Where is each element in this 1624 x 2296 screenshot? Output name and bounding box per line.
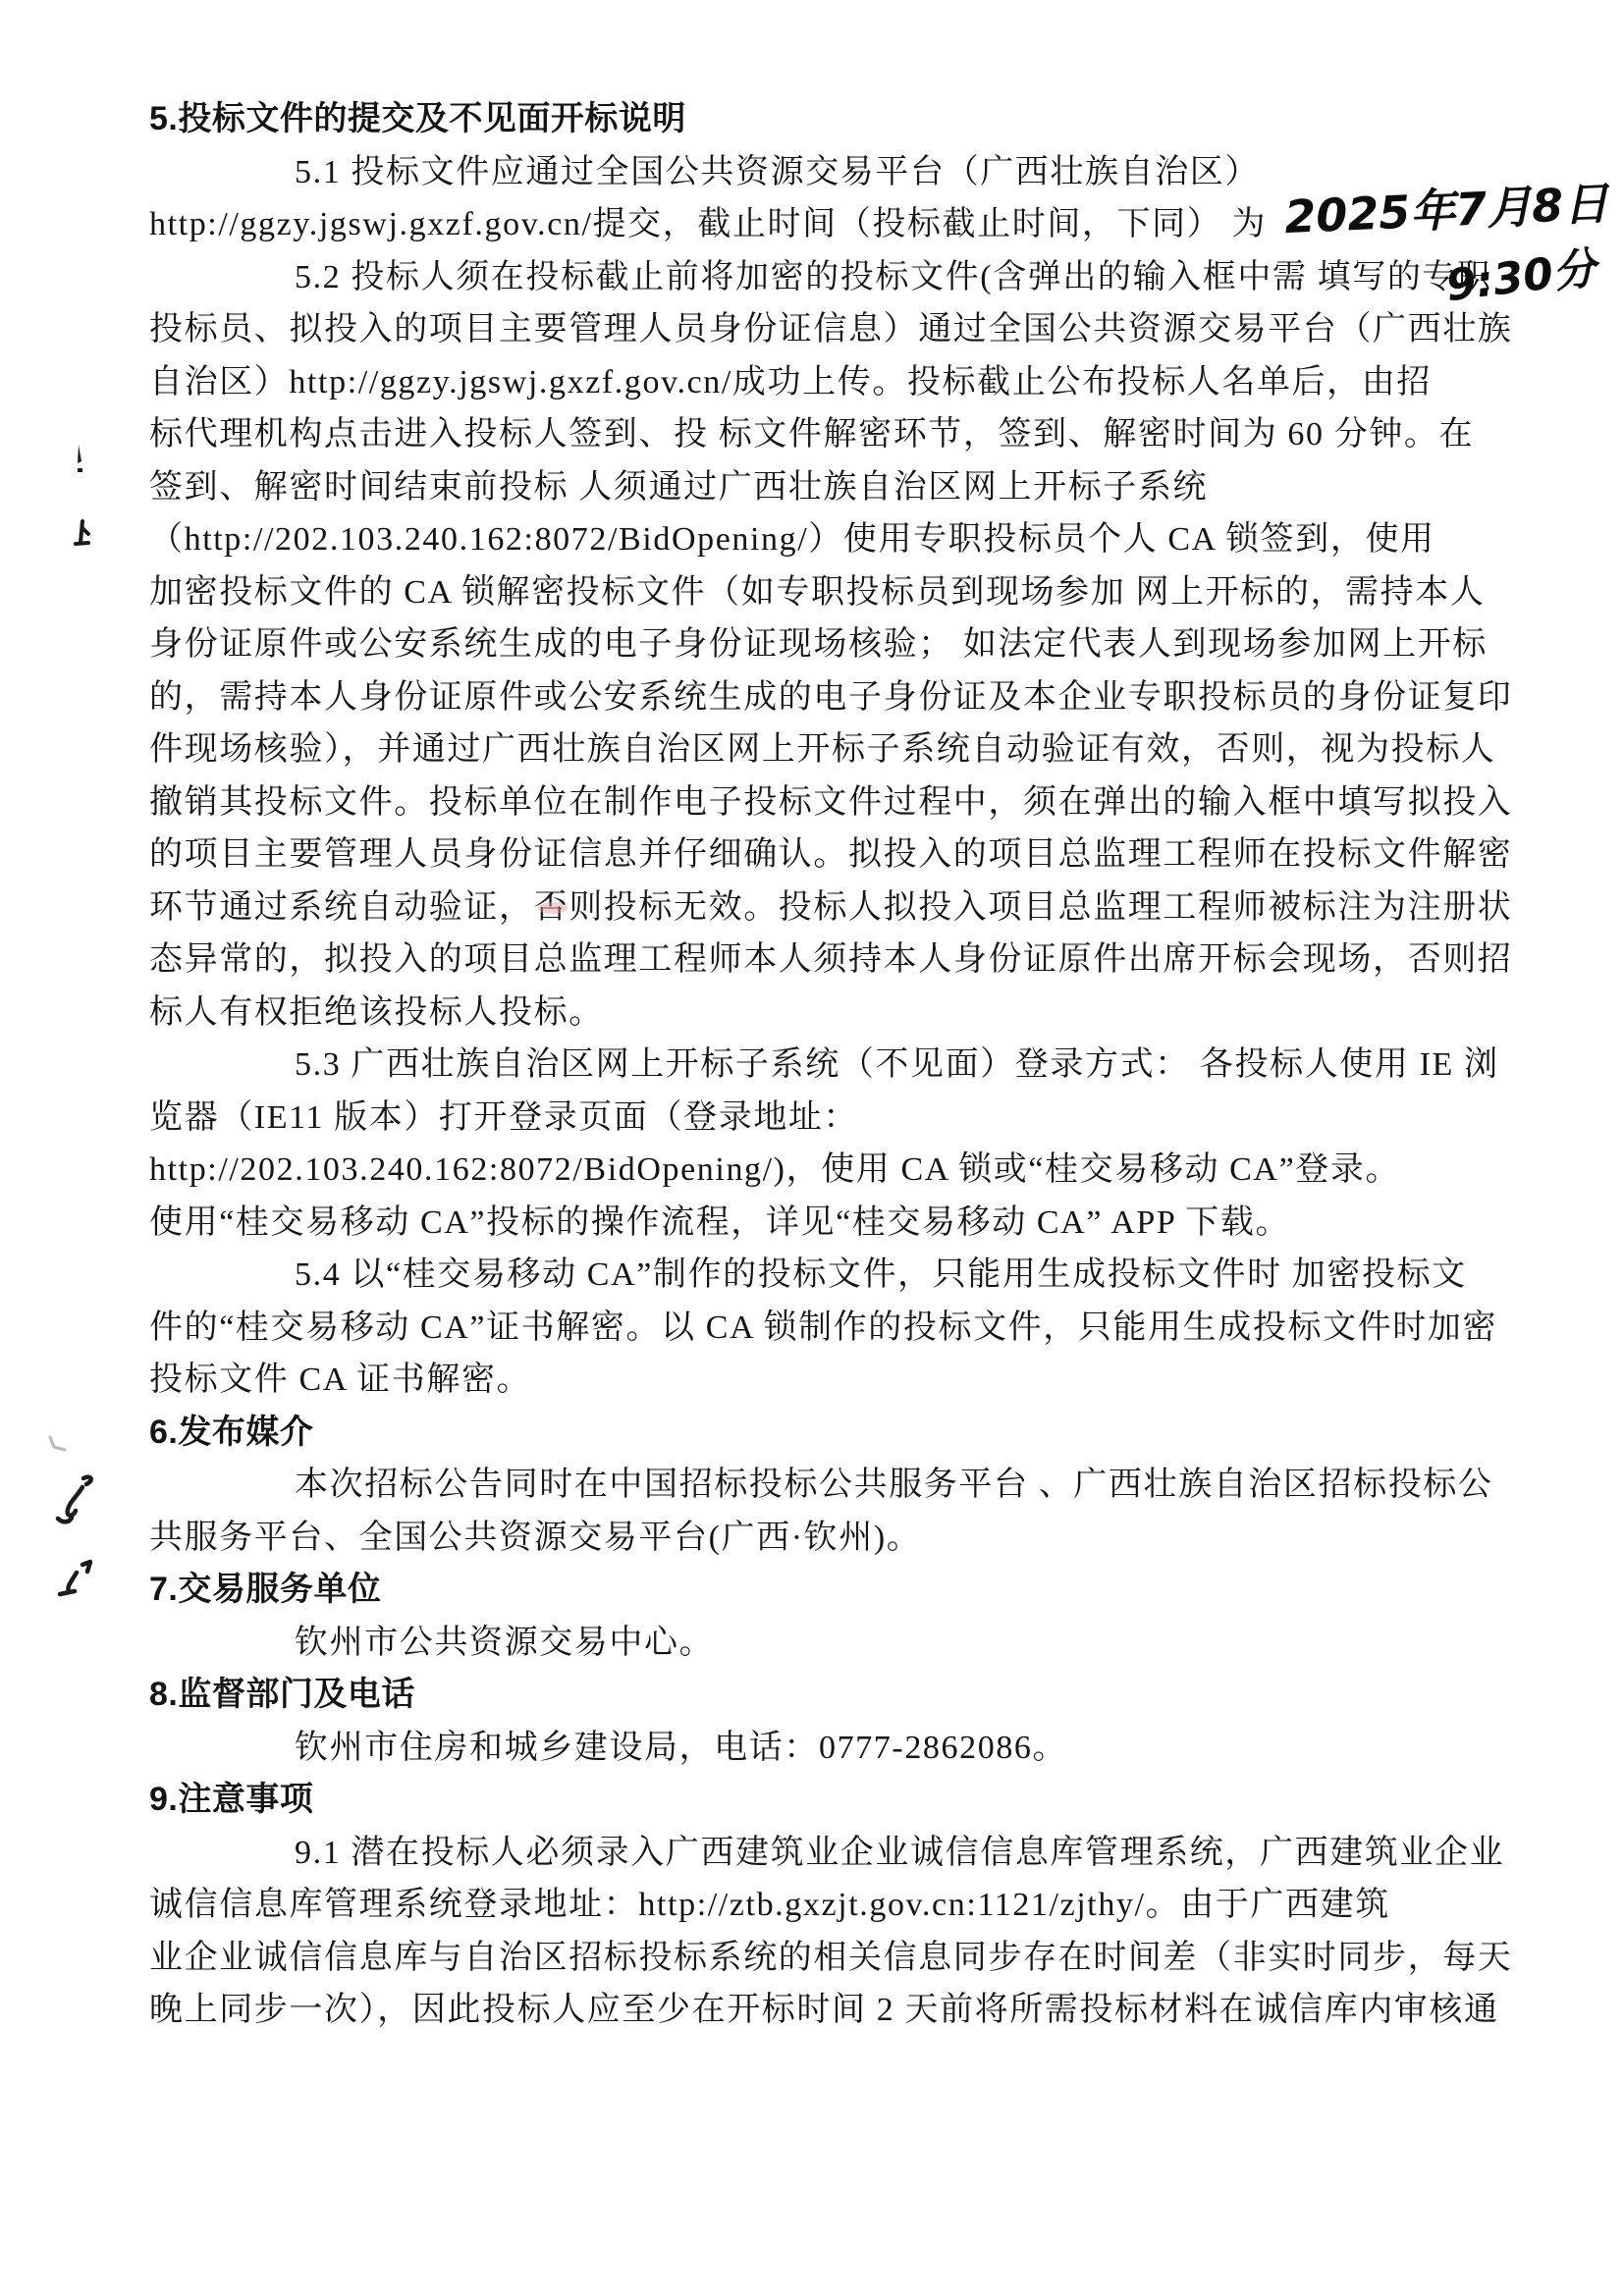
section-heading-line: 6.发布媒介	[149, 1413, 314, 1451]
text-line: 撤销其投标文件。投标单位在制作电子投标文件过程中，须在弹出的输入框中填写拟投入	[149, 783, 1513, 821]
section-heading-line: 9.注意事项	[149, 1781, 314, 1818]
text-line: 钦州市公共资源交易中心。	[295, 1624, 715, 1661]
text-line: 标代理机构点击进入投标人签到、投 标文件解密环节，签到、解密时间为 60 分钟。在	[149, 416, 1475, 453]
text-line: 诚信信息库管理系统登录地址：http://ztb.gxzjt.gov.cn:1121/zjthy/。由于广西建筑	[149, 1887, 1390, 1923]
text-line: 件现场核验），并通过广西壮族自治区网上开标子系统自动验证有效，否则，视为投标人	[149, 731, 1496, 768]
handwritten-date-annotation: 2025年7月8日	[1283, 176, 1610, 244]
text-line: 的项目主要管理人员身份证信息并仔细确认。拟投入的项目总监理工程师在投标文件解密	[149, 836, 1513, 873]
text-line: 5.3 广西壮族自治区网上开标子系统（不见面）登录方式： 各投标人使用 IE 浏	[295, 1046, 1499, 1083]
text-line: 5.1 投标文件应通过全国公共资源交易平台（广西壮族自治区）	[295, 153, 1260, 190]
section-heading-line: 5.投标文件的提交及不见面开标说明	[149, 100, 686, 137]
faint-smudge-icon	[47, 1435, 69, 1455]
text-line: 身份证原件或公安系统生成的电子身份证现场核验； 如法定代表人到现场参加网上开标	[149, 626, 1488, 663]
text-line: 的，需持本人身份证原件或公安系统生成的电子身份证及本企业专职投标员的身份证复印	[149, 678, 1513, 716]
text-line: 投标文件 CA 证书解密。	[149, 1362, 532, 1398]
handwritten-time-annotation: 9:30分	[1443, 242, 1599, 312]
text-line: 自治区）http://ggzy.jgswj.gxzf.gov.cn/成功上传。投标截止公布投标人名单后，由招	[149, 363, 1432, 400]
text-line: 业企业诚信信息库与自治区招标投标系统的相关信息同步存在时间差（非实时同步，每天	[149, 1939, 1513, 1976]
text-line: 晚上同步一次），因此投标人应至少在开标时间 2 天前将所需投标材料在诚信库内审核通	[149, 1992, 1499, 2028]
ink-smudge-icon	[71, 518, 94, 552]
text-line: 标人有权拒绝该投标人投标。	[149, 993, 604, 1031]
text-line: 件的“桂交易移动 CA”证书解密。以 CA 锁制作的投标文件，只能用生成投标文件时加密	[149, 1308, 1498, 1346]
section-heading-line: 8.监督部门及电话	[149, 1676, 415, 1713]
text-line: http://ggzy.jgswj.gxzf.gov.cn/提交，截止时间（投标截止时间，下同） 为	[149, 206, 1268, 242]
text-line: 9.1 潜在投标人必须录入广西建筑业企业诚信信息库管理系统，广西建筑业企业	[295, 1834, 1505, 1871]
ink-smudge-icon	[69, 442, 90, 481]
text-line: 钦州市住房和城乡建设局，电话：0777-2862086。	[295, 1729, 1068, 1766]
text-line: 5.4 以“桂交易移动 CA”制作的投标文件，只能用生成投标文件时 加密投标文	[295, 1256, 1467, 1293]
ink-squiggle-icon	[57, 1559, 98, 1600]
text-line: （http://202.103.240.162:8072/BidOpening/）使用专职投标员个人 CA 锁签到，使用	[149, 521, 1435, 558]
text-line: 本次招标公告同时在中国招标投标公共服务平台 、广西壮族自治区招标投标公	[295, 1467, 1493, 1503]
text-line: 5.2 投标人须在投标截止前将加密的投标文件(含弹出的输入框中需 填写的专职	[295, 258, 1492, 295]
text-line: 签到、解密时间结束前投标 人须通过广西壮族自治区网上开标子系统	[149, 468, 1209, 506]
text-line: 共服务平台、全国公共资源交易平台(广西·钦州)。	[149, 1519, 922, 1556]
text-line: 使用“桂交易移动 CA”投标的操作流程，详见“桂交易移动 CA” APP 下载。	[149, 1203, 1291, 1241]
section-heading-line: 7.交易服务单位	[149, 1571, 382, 1608]
ink-squiggle-icon	[54, 1472, 97, 1527]
text-line: 环节通过系统自动验证，否则投标无效。投标人拟投入项目总监理工程师被标注为注册状	[149, 888, 1513, 926]
text-block	[149, 93, 1513, 2037]
text-line: 览器（IE11 版本）打开登录页面（登录地址：	[149, 1098, 859, 1136]
text-line: 态异常的，拟投入的项目总监理工程师本人须持本人身份证原件出席开标会现场，否则招	[149, 941, 1513, 978]
text-line: 投标员、拟投入的项目主要管理人员身份证信息）通过全国公共资源交易平台（广西壮族	[149, 311, 1513, 347]
text-line: http://202.103.240.162:8072/BidOpening/)，使用 CA 锁或“桂交易移动 CA”登录。	[149, 1151, 1401, 1188]
stain-mark-icon	[536, 899, 569, 917]
text-line: 加密投标文件的 CA 锁解密投标文件（如专职投标员到现场参加 网上开标的，需持本人	[149, 573, 1486, 611]
